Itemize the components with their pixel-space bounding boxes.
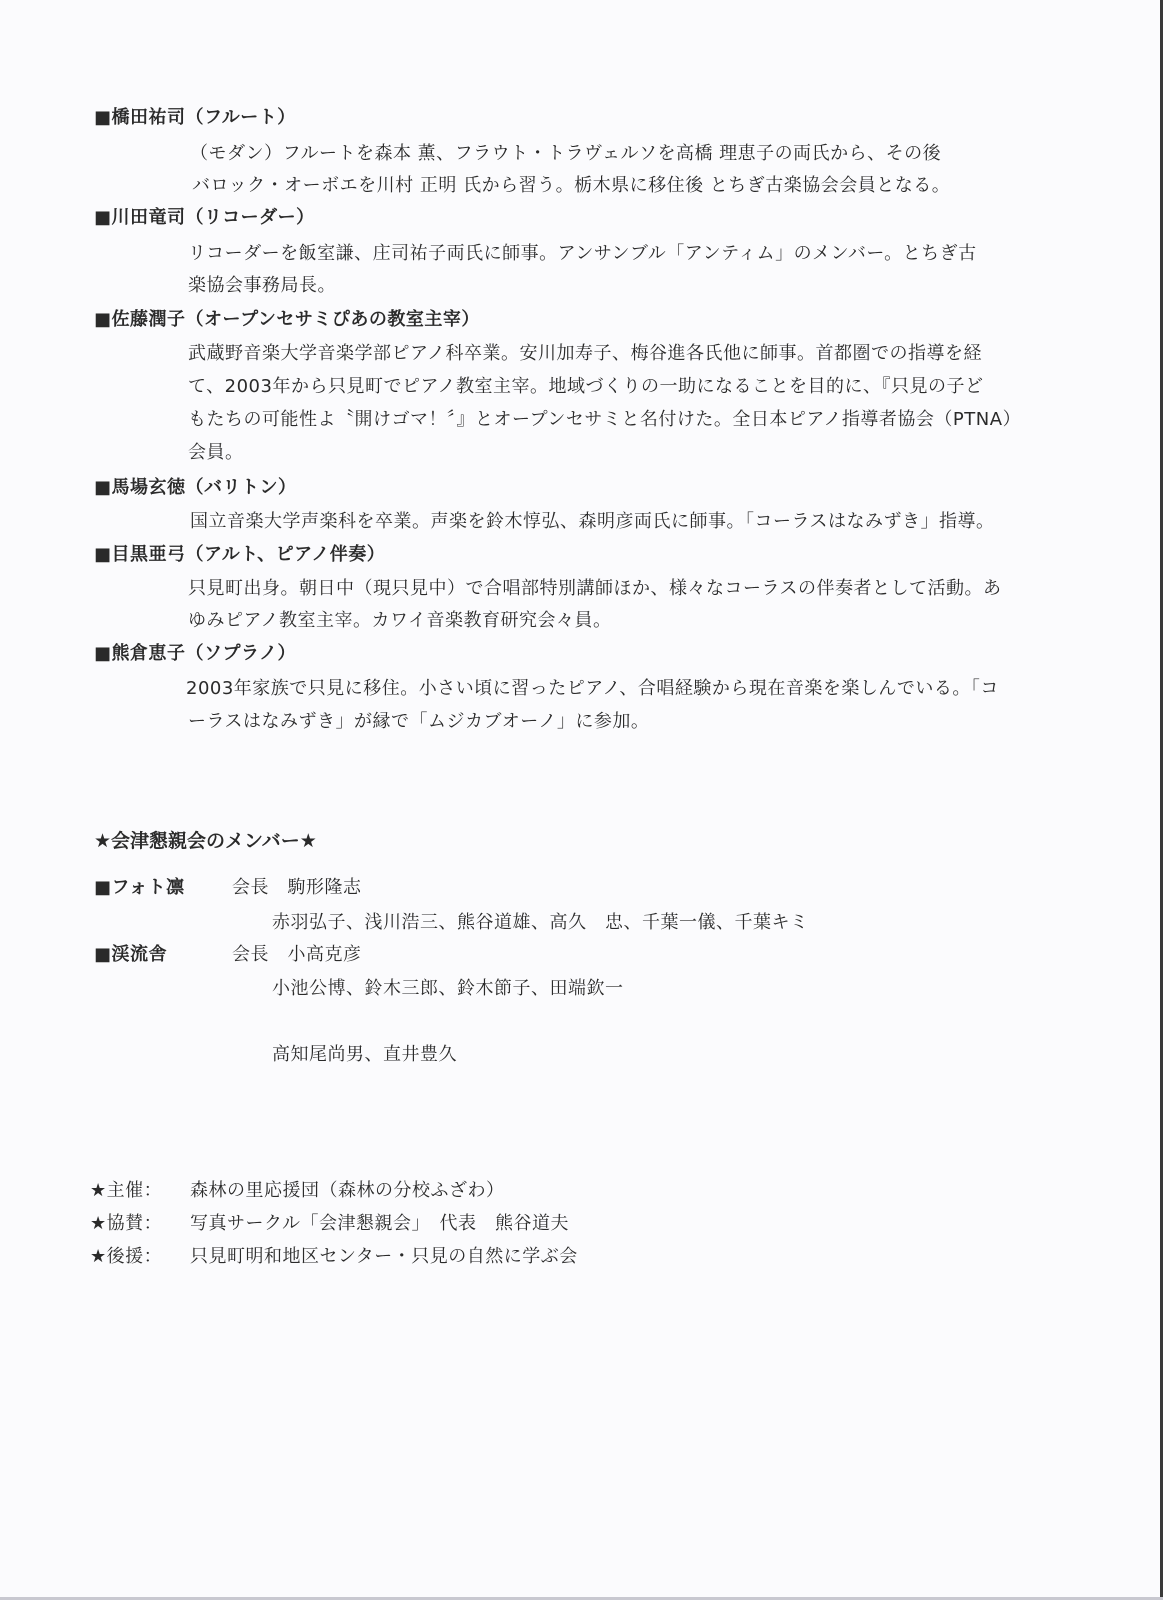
group-chair: 会長 小高克彦 — [232, 944, 362, 965]
credit-label: ★協賛： — [90, 1213, 163, 1234]
bio-heading: ■川田竜司（リコーダー） — [94, 207, 315, 228]
bio-text: ゆみピアノ教室主宰。カワイ音楽教育研究会々員。 — [188, 610, 612, 631]
bio-text: 武蔵野音楽大学音楽学部ピアノ科卒業。安川加寿子、梅谷進各氏他に師事。首都圏での指導を経 — [188, 343, 983, 364]
bio-heading: ■目黒亜弓（アルト、ピアノ伴奏） — [94, 544, 386, 565]
bio-text: 楽協会事務局長。 — [188, 275, 336, 296]
credit-value: 森林の里応援団（森林の分校ふざわ） — [190, 1180, 505, 1201]
bio-heading: ■佐藤潤子（オープンセサミぴあの教室主宰） — [94, 309, 480, 330]
group-members: 高知尾尚男、直井豊久 — [272, 1044, 457, 1065]
bio-text: 2003年家族で只見に移住。小さい頃に習ったピアノ、合唱経験から現在音楽を楽しんでいる。「コ — [186, 678, 999, 699]
bio-heading: ■馬場玄徳（バリトン） — [94, 477, 297, 498]
members-section-title: ★会津懇親会のメンバー★ — [94, 830, 317, 852]
bio-heading: ■熊倉恵子（ソプラノ） — [94, 643, 296, 664]
group-members: 小池公博、鈴木三郎、鈴木節子、田端欽一 — [272, 978, 624, 999]
bio-text: リコーダーを飯室謙、庄司祐子両氏に師事。アンサンブル「アンティム」のメンバー。とちぎ古 — [188, 243, 977, 264]
bio-text: バロック・オーボエを川村 正明 氏から習う。栃木県に移住後 とちぎ古楽協会会員となる。 — [192, 175, 951, 196]
credit-label: ★主催： — [90, 1180, 163, 1201]
bio-text: て、2003年から只見町でピアノ教室主宰。地域づくりの一助になることを目的に、『只見の子ど — [188, 376, 984, 397]
bio-text: 国立音楽大学声楽科を卒業。声楽を鈴木惇弘、森明彦両氏に師事。「コーラスはなみずき」指導。 — [190, 511, 995, 532]
bio-text: 只見町出身。朝日中（現只見中）で合唱部特別講師ほか、様々なコーラスの伴奏者として活動。あ — [188, 578, 1002, 599]
credit-value: 写真サークル「会津懇親会」 代表 熊谷道夫 — [190, 1213, 569, 1234]
credit-label: ★後援： — [90, 1246, 163, 1267]
group-chair: 会長 駒形隆志 — [232, 877, 362, 898]
credit-value: 只見町明和地区センター・只見の自然に学ぶ会 — [190, 1246, 578, 1267]
bio-heading: ■橋田祐司（フルート） — [94, 107, 296, 128]
bio-text: もたちの可能性よ〝開けゴマ！〞』とオープンセサミと名付けた。全日本ピアノ指導者協会（PTNA） — [188, 409, 1022, 430]
bio-text: ーラスはなみずき」が縁で「ムジカブオーノ」に参加。 — [188, 711, 650, 732]
bio-text: 会員。 — [188, 442, 244, 463]
group-name: ■フォト凛 — [94, 877, 185, 898]
group-members: 赤羽弘子、浅川浩三、熊谷道雄、高久 忠、千葉一儀、千葉キミ — [272, 912, 809, 933]
group-name: ■渓流舎 — [94, 944, 168, 965]
bio-text: （モダン）フルートを森本 薫、フラウト・トラヴェルソを高橋 理恵子の両氏から、その後 — [190, 143, 942, 164]
